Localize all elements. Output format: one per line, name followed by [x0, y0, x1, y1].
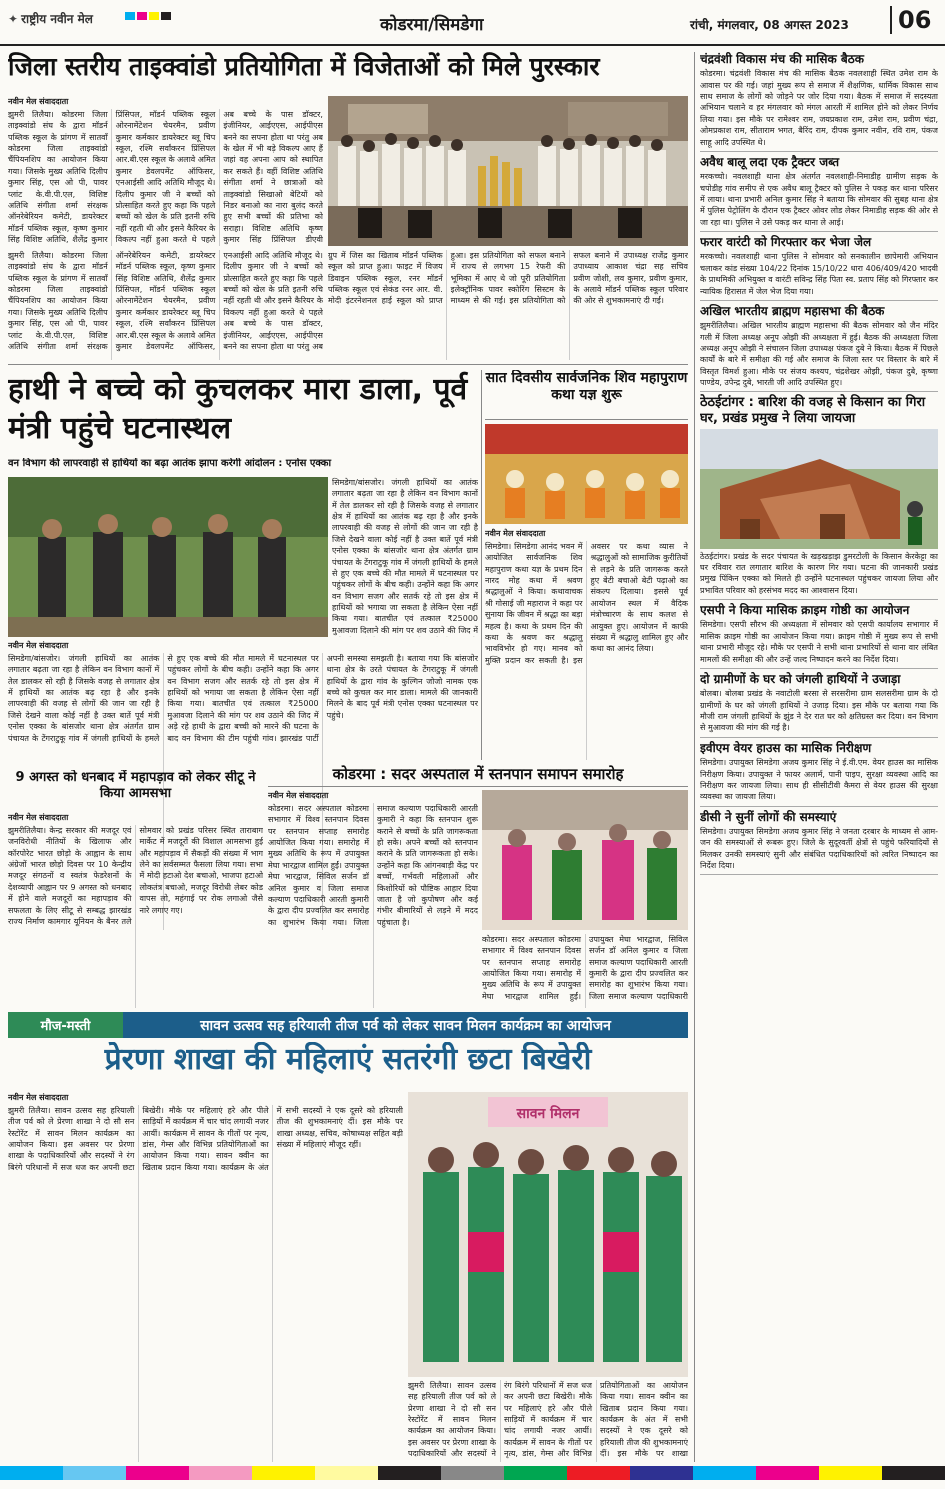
sidebar-item-head: अवैध बालू लदा एक ट्रैक्टर जब्त	[700, 154, 840, 169]
sidebar-item-head: एसपी ने किया मासिक क्राइम गोष्ठी का आयोजन	[700, 603, 910, 618]
page-number: 06	[890, 6, 931, 34]
sidebar-item	[700, 741, 938, 807]
color-bars	[125, 12, 171, 20]
story1-headline-box	[8, 52, 688, 92]
sidebar-item	[700, 304, 938, 393]
sidebar-item-head: अखिल भारतीय ब्राह्मण महासभा की बैठक	[700, 303, 885, 318]
color-swatch	[125, 12, 135, 20]
story2-side-text	[332, 477, 478, 637]
sidebar-item-body: सिमडेगा। उपायुक्त सिमडेगा अजय कुमार सिंह ने ई.वी.एम. वेयर हाउस का मासिक निरीक्षण किया। उपायुक्त ने फायर अलार्म, पानी पाइप, सुरक्षा व्यवस्था आदि का निरीक्षण कर जायजा लिया। साथ ही सीसीटीवी कैमरा से वेयर हाउस की सुरक्षा व्यवस्था का जायजा लिया।	[700, 758, 938, 802]
sidebar-item-head: इवीएम वेयर हाउस का मासिक निरीक्षण	[700, 740, 872, 755]
color-swatch	[0, 1466, 63, 1480]
sidebar-divider	[694, 52, 695, 1462]
newspaper-logo	[8, 10, 93, 27]
color-swatch	[189, 1466, 252, 1480]
sidebar-item	[700, 52, 938, 152]
color-swatch	[756, 1466, 819, 1480]
sidebar-item-body: मरकच्चो। नवलशाही थाना पुलिस ने सोमवार को सनकालीन छापेमारी अभियान चलाकर कांड संख्या 104/22 दिनांक 15/10/22 धारा 406/409/420 भादवी के प्राथमिकी अभियुक्त व वारंटी सविन्द्र सिंह पिता स्व. प्रताप सिंह को गिरफ्तार कर न्यायिक हिरासत में जेल भेज दिया गया।	[700, 252, 938, 296]
story4-headline-box	[8, 770, 263, 810]
story3-headline: सात दिवसीय सार्वजनिक शिव महापुराण कथा यज्ञ शुरू	[485, 370, 688, 404]
sidebar-item	[700, 155, 938, 232]
story2-byline: नवीन मेल संवाददाता	[8, 641, 69, 650]
story2-headline: हाथी ने बच्चे को कुचलकर मारा डाला, पूर्व मंत्री पहुंचे घटनास्थल	[8, 372, 468, 446]
story2-text-side: सिमडेगा/बांसजोर। जंगली हाथियों का आतंक लगातार बढ़ता जा रहा है लेकिन वन विभाग कानों में तेल डालकर सो रही है जिसके वजह से लगातार क्षेत्र में हाथियों का आतंक बढ़ रहा है और इनके लापरवाही की वजह से लोगों की जान जा रही है जिसे देखने वाला कोई नहीं है उक्त बातें पूर्व मंत्री एनोस एक्का के बांसजोर थाना क्षेत्र अंतर्गत ग्राम पंचायत के टेंगराटुकू गांव में जंगली हाथियों के हमले से हुए एक बच्चे की मौत मामले में घटनास्थल पर पहुंचकर लोगों के बीच कही। उन्होंने कहा कि अगर वन विभाग सजग और सतर्क रहे तो इस क्षेत्र में हाथियों को भगाया जा सकता है लेकिन ऐसा नहीं किया गया। बातचीत एवं तत्काल ₹25000 मुआवजा दिलाने की मांग पर शव उठाने की जिद में	[332, 478, 478, 635]
story4-text: झुमरीतिलैया। केन्द्र सरकार की मजदूर एवं जनविरोधी नीतियों के खिलाफ और कॉरपोरेट भारत छोड़ो के आह्वान के साथ अंग्रेजों भारत छोड़ो दिवस पर 10 केन्द्रीय मजदूर संगठनों व स्वतंत्र फेडरेशनों के देशव्यापी आह्वान पर 9 अगस्त को धनबाद में होने वाले मजदूरों का महापड़ाव की सफलता के लिए सीटू से सम्बद्ध झारखंड राज्य निर्माण कामगार यूनियन के बैनर तले सोमवार को प्रखंड परिसर स्थित ताराबाग मार्केट में मजदूरों की विशाल आमसभा हुई और महापड़ाव में सैकड़ों की संख्या में भाग लेने का सर्वसम्मत फैसला लिया गया। सभा में मोदी हटाओ देश बचाओ, भाजपा हटाओ लोकतंत्र बचाओ, मजदूर विरोधी लेबर कोड वापस लो, महंगाई पर रोक लगाओ जैसे नारे लगाए गए।	[8, 826, 263, 926]
story5-body	[268, 790, 478, 1008]
color-swatch	[161, 12, 171, 20]
color-swatch	[378, 1466, 441, 1480]
story5-continuation	[482, 934, 688, 1008]
sidebar-item	[700, 672, 938, 738]
story1-byline: नवीन मेल संवाददाता	[8, 97, 69, 106]
story1-continuation	[328, 250, 688, 360]
color-swatch	[137, 12, 147, 20]
color-swatch	[882, 1466, 945, 1480]
color-swatch	[252, 1466, 315, 1480]
mauj-text: झुमरी तिलैया। सावन उत्सव सह हरियाली तीज पर्व को ले प्रेरणा शाखा ने दो सौ सन रेस्टोरेंट में सावन मिलन कार्यक्रम का आयोजन किया। इस अवसर पर प्रेरणा शाखा के पदाधिकारियों और सदस्यों ने रंग बिरंगे परिधानों में सज धज कर अपनी छटा बिखेरी। मौके पर महिलाएं हरे और पीले साड़ियों में कार्यक्रम में चार चांद लगायी नजर आयीं। कार्यक्रम में सावन के गीतों पर नृत्य, डांस, गेम्स और विभिन्न प्रतियोगिताओं का आयोजन किया गया। सावन क्वीन का खिताब प्रदान किया गया। कार्यक्रम के अंत में सभी सदस्यों ने एक दूसरे को हरियाली तीज की शुभकामनाएं दीं। इस मौके पर शाखा अध्यक्ष, सचिव, कोषाध्यक्ष सहित बड़ी संख्या में महिलाएं मौजूद रहीं।	[8, 1106, 403, 1172]
right-sidebar	[700, 52, 938, 1462]
elephant-incident-photo	[8, 477, 328, 637]
mauj-continuation	[408, 1380, 688, 1462]
story1-continued-body	[8, 250, 323, 360]
story4-byline: नवीन मेल संवाददाता	[8, 813, 69, 822]
color-swatch	[567, 1466, 630, 1480]
sidebar-item-body: ठेठईटांगर। प्रखंड के सदर पंचायत के खड़खड़ाझ डुमरटोली के किसान केरकेट्टा का घर रविवार रात लगातार बारिश के कारण गिर गया। घटना की जानकारी प्रखंड प्रमुख पिंकिन एक्का को मिलते ही उन्होंने घटनास्थल पहुंचकर जायजा लिया और प्रभावित परिवार को हरसंभव मदद का आश्वासन दिया।	[700, 551, 938, 595]
story3-headline-box	[485, 370, 688, 420]
mauj-masti-tag: मौज-मस्ती	[8, 1012, 123, 1038]
story3-byline: नवीन मेल संवाददाता	[485, 529, 546, 538]
story5-text: कोडरमा। सदर अस्पताल कोडरमा सभागार में विश्व स्तनपान दिवस पर स्तनपान सप्ताह समारोह आयोजित किया गया। समारोह में मुख्य अतिथि के रूप में उपायुक्त मेघा भारद्वाज शामिल हुईं। उपायुक्त मेघा भारद्वाज, सिविल सर्जन डॉ अनिल कुमार व जिला समाज कल्याण पदाधिकारी आरती कुमारी के द्वारा दीप प्रज्वलित कर समारोह का शुभारंभ किया गया। जिला समाज कल्याण पदाधिकारी आरती कुमारी ने कहा कि स्तनपान शुरू कराने से बच्चों के प्रति जागरूकता हो सके। अपने बच्चों को स्तनपान कराने के प्रति जागरूकता हो सके। उन्होंने कहा कि आंगनबाड़ी केंद्र पर बच्चों, गर्भवती महिलाओं और किशोरियों को पौष्टिक आहार दिया जाता है जो कुपोषण और कई गंभीर बीमारियों से लड़ने में मदद पहुंचाता है।	[268, 804, 478, 927]
sidebar-item	[700, 395, 938, 600]
story4-headline: 9 अगस्त को धनबाद में महापड़ाव को लेकर सीटू ने किया आमसभा	[15, 770, 256, 801]
sidebar-item-body: सिमडेगा। एसपी सौरभ की अध्यक्षता में सोमवार को एसपी कार्यालय सभागार में मासिक क्राइम गोष्ठी का आयोजन किया गया। क्राइम गोष्ठी में मुख्य रूप से सभी थाना प्रभारी मौजूद रहे। मौके पर एसपी ने सभी थाना प्रभारियों से थाना वार लंबित मामलों की समीक्षा की और उन्हें जल्द निष्पादन करने का निर्देश दिया।	[700, 620, 938, 664]
sidebar-item-body: कोडरमा। चंद्रवंशी विकास मंच की मासिक बैठक नवलशाही स्थित उमेश राम के आवास पर की गई। जहां मुख्य रूप से समाज में शैक्षणिक, धार्मिक विकास साथ साथ समाज के लोगों को जोड़ने पर जोर दिया गया। बैठक में समाज में सदस्यता अभियान चलाने व हर मंगलवार को मंगल आरती में शामिल होने को लेकर निर्णय लिया गया। इस मौके पर रामेश्वर राम, जयप्रकाश राम, उमेश राम, प्रवीण चंद्रा, ओमप्रकाश राम, सीताराम भगत, बैरिंद राम, दीपक कुमार नवीन, रवि राम, पंकज साहू आदि उपस्थित थे।	[700, 69, 938, 147]
story2-subhead: वन विभाग की लापरवाही से हाथियों का बढ़ा आतंक झापा करेगी आंदोलन : एनोस एक्का	[8, 458, 332, 469]
story5-headline-box	[268, 765, 688, 787]
story4-body	[8, 812, 263, 1008]
color-swatch	[126, 1466, 189, 1480]
sidebar-item-head: फरार वारंटी को गिरफ्तार कर भेजा जेल	[700, 235, 872, 250]
sidebar-item-head: डीसी ने सुनीं लोगों की समस्याएं	[700, 809, 837, 824]
sidebar-item-body: सिमडेगा। उपायुक्त सिमडेगा अजय कुमार सिंह ने जनता दरबार के माध्यम से आम-जन की समस्याओं से रूबरू हुए। जिले के सुदूरवर्ती क्षेत्रों से पहुंचे फरियादियों से मिलकर उनकी समस्याएं सुनी और संबंधित पदाधिकारियों को त्वरित निष्पादन का निर्देश दिया।	[700, 826, 938, 871]
story1-text-continued: झुमरी तिलैया। कोडरमा जिला ताइक्वांडो संघ के द्वारा मॉडर्न पब्लिक स्कूल के प्रांगण में सातवाँ कोडरमा जिला ताइक्वांडो चैंपियनशिप का आयोजन किया गया। जिसके मुख्य अतिथि दिलीप कुमार सिंह, एस ओ पी, पावर प्लांट के.वी.पी.एल, विशिष्ट अतिथि संगीता शर्मा संरक्षक ऑनरेबेरियन कमेटी, डायरेक्टर मॉडर्न पब्लिक स्कूल, कृष्ण कुमार सिंह विशिष्ट अतिथि, शैलेंद्र कुमार प्रिंसिपल, मॉडर्न पब्लिक स्कूल ओरनामेंटेशन चेयरमैन, प्रवीण कुमार कर्मकार डायरेक्टर ब्लू चिप स्कूल, रश्मि सर्वांकरन प्रिंसिपल आर.बी.एस स्कूल के अलावे अमित कुमार डेवलपमेंट ऑफिसर, एनआईसी आदि अतिथि मौजूद थे। दिलीप कुमार जी ने बच्चों को प्रोत्साहित करते हुए कहा कि पहले बच्चों को खेल के प्रति इतनी रुचि नहीं रहती थी और इसने कैरियर के विकल्प नहीं हुआ करते थे पहले अब बच्चे के पास डॉक्टर, इंजीनियर, आईएएस, आईपीएस बनने का सपना होता था परंतु अब	[8, 251, 323, 351]
mauj-headline: प्रेरणा शाखा की महिलाएं सतरंगी छटा बिखेरी	[104, 1042, 592, 1077]
mauj-body	[8, 1092, 403, 1462]
color-swatch	[504, 1466, 567, 1480]
color-swatch	[819, 1466, 882, 1480]
color-swatch	[441, 1466, 504, 1480]
sidebar-item	[700, 603, 938, 669]
story5-text-continued: कोडरमा। सदर अस्पताल कोडरमा सभागार में विश्व स्तनपान दिवस पर स्तनपान सप्ताह समारोह आयोजित किया गया। समारोह में मुख्य अतिथि के रूप में उपायुक्त मेघा भारद्वाज शामिल हुईं। उपायुक्त मेघा भारद्वाज, सिविल सर्जन डॉ अनिल कुमार व जिला समाज कल्याण पदाधिकारी आरती कुमारी के द्वारा दीप प्रज्वलित कर समारोह का शुभारंभ किया गया। जिला समाज कल्याण पदाधिकारी	[482, 935, 688, 1001]
sidebar-item-head: दो ग्रामीणों के घर को जंगली हाथियों ने उजाड़ा	[700, 671, 901, 686]
divider	[8, 364, 688, 365]
taekwondo-photo	[328, 96, 688, 246]
divider	[481, 370, 482, 760]
saawan-banner-text: सावन मिलन	[516, 1106, 580, 1122]
color-swatch	[315, 1466, 378, 1480]
mauj-text-continued: झुमरी तिलैया। सावन उत्सव सह हरियाली तीज पर्व को ले प्रेरणा शाखा ने दो सौ सन रेस्टोरेंट में सावन मिलन कार्यक्रम का आयोजन किया। इस अवसर पर प्रेरणा शाखा के पदाधिकारियों और सदस्यों ने रंग बिरंगे परिधानों में सज धज कर अपनी छटा बिखेरी। मौके पर महिलाएं हरे और पीले साड़ियों में कार्यक्रम में चार चांद लगायी नजर आयीं। कार्यक्रम में सावन के गीतों पर नृत्य, डांस, गेम्स और विभिन्न प्रतियोगिताओं का आयोजन किया गया। सावन क्वीन का खिताब प्रदान किया गया। कार्यक्रम के अंत में सभी सदस्यों ने एक दूसरे को हरियाली तीज की शुभकामनाएं दीं। इस मौके पर शाखा	[408, 1381, 688, 1459]
mauj-banner: सावन उत्सव सह हरियाली तीज पर्व को लेकर सावन मिलन कार्यक्रम का आयोजन	[123, 1012, 688, 1038]
bird-icon: ✦	[8, 11, 19, 26]
color-swatch	[630, 1466, 693, 1480]
sidebar-item	[700, 235, 938, 301]
story5-byline: नवीन मेल संवाददाता	[268, 791, 329, 800]
collapsed-house-photo	[700, 429, 938, 549]
story1-rightcol: ग्रुप में जिस का खिताब मॉडर्न पब्लिक स्कूल को प्राप्त हुआ। फाइट में विजय डिवाइन पब्लिक स्कूल, रनर मॉडर्न पब्लिक स्कूल एवं सेकंड रनर आर. वी. मोदी इंटरनेशनल हाई स्कूल को प्राप्त हुआ। इस प्रतियोगिता को सफल बनाने में राज्य से लगभग 15 रेफरी की भूमिका में आए थे जो पूरी प्रतियोगिता इलेक्ट्रॉनिक पावर स्कोरिंग सिस्टम के माध्यम से की गई। इस प्रतियोगिता को सफल बनाने में उपाध्यक्ष राजेंद्र कुमार उपाध्याय आकाश चंद्रा सह सचिव प्रवीण जोशी, लव कुमार, प्रवीण कुमार, के अलावे मॉडर्न पब्लिक स्कूल परिवार की ओर से शुभकामनाएं दी गई।	[328, 251, 688, 306]
dateline: रांची, मंगलवार, 08 अगस्त 2023	[690, 18, 849, 32]
story1-headline: जिला स्तरीय ताइक्वांडो प्रतियोगिता में विजेताओं को मिले पुरस्कार	[8, 52, 600, 81]
sidebar-item-head: ठेठईटांगर : बारिश की वजह से किसान का गिरा घर, प्रखंड प्रमुख ने लिया जायजा	[700, 395, 926, 427]
story1-body	[8, 96, 323, 246]
logo-text: राष्ट्रीय नवीन मेल	[21, 12, 93, 26]
story3-text: सिमडेगा। सिमडेगा आनंद भवन में आयोजित सार्वजनिक शिव महापुराण कथा यज्ञ के प्रथम दिन नारद मोह कथा में श्रवण श्रद्धालुओं ने किया। कथावाचक श्री गोसाई जी महाराज ने कहा पर सुनाया कि जीवन में श्रद्धा का बड़ा महत्व है। कथा के प्रथम दिन की कथा के श्रवण कर श्रद्धालु भावविभोर हो गए। मानव को मुक्ति प्रदान कर सकती है। इस अवसर पर कथा व्यास ने श्रद्धालुओं को सामाजिक कुरीतियों से लड़ने के प्रति जागरूक करते हुए बेटी बचाओ बेटी पढ़ाओ का संकल्प दिलाया। इससे पूर्व आयोजन स्थल में वैदिक मंत्रोच्चारण के साथ कलश से आयुक्त हुए। आयोजन में काफी संख्या में श्रद्धालु शामिल हुए और कथा का आनंद लिया।	[485, 542, 688, 665]
footer-color-strip	[0, 1466, 945, 1480]
sidebar-item-body: झुमरीतिलैया। अखिल भारतीय ब्राह्मण महासभा की बैठक सोमवार को जैन मंदिर गली में जिला अध्यक्ष अनूप ओझी की अध्यक्षता में हुई। बैठक की अध्यक्षता जिला अध्यक्ष अनूप ओझी ने संचालन जिला उपाध्यक्ष पंकज दुबे ने किया। बैठक में पिछले कार्यों के बारे में समीक्षा की गई और समाज के जिला स्तर पर विस्तार के बारे में विस्तृत विमर्श हुआ। मौके पर संजय कश्यप, चंद्रशेखर ओझी, पंकज दुबे, कृष्णा पाण्डेय, उपेन्द्र दुबे, भारती जी आदि उपस्थित हुए।	[700, 321, 938, 388]
saawan-milan-photo	[408, 1092, 688, 1377]
mauj-headline-box	[8, 1042, 688, 1088]
story2-subhead-box	[8, 458, 478, 474]
section-title: कोडरमा/सिमडेगा	[380, 15, 484, 35]
mahapuran-photo	[485, 424, 688, 524]
color-swatch	[693, 1466, 756, 1480]
story3-body	[485, 528, 688, 760]
sidebar-item-head: चंद्रवंशी विकास मंच की मासिक बैठक	[700, 52, 864, 66]
mauj-byline: नवीन मेल संवाददाता	[8, 1093, 69, 1102]
masthead	[0, 0, 945, 46]
sidebar-item-body: बोलबा। बोलबा प्रखंड के नवाटोली बरसा से सरसरीमा ग्राम सलसरीमा ग्राम के दो ग्रामीणों के घर को जंगली हाथियों ने उजाड़ दिया। इस मौके पर बताया गया कि मौजी राम जंगली हाथियों के झुंड ने देर रात घर को क्षतिग्रस्त कर दिया। वन विभाग से मुआवजा की मांग की गई है।	[700, 689, 938, 733]
sidebar-item-body: मरकच्चो। नवलशाही थाना क्षेत्र अंतर्गत नवलशाही-निमाडीह ग्रामीण सड़क के चपोडीह गांव समीप से एक अवैध बालू ट्रैक्टर को पुलिस ने पकड़ कर थाना परिसर में लाया। थाना प्रभारी अनिल कुमार सिंह ने बताया कि सोमवार की सुबह थाना क्षेत्र में पुलिस पेट्रोलिंग के दौरान एक ट्रैक्टर ओवर लोड लेकर निमाडीह सड़क की ओर से जा रहा था। पुलिस ने उसे पकड़ कर थाना ले आई।	[700, 172, 938, 227]
color-swatch	[63, 1466, 126, 1480]
sidebar-item	[700, 810, 938, 876]
story5-headline: कोडरमा : सदर अस्पताल में स्तनपान समापन समारोह	[332, 765, 624, 783]
breastfeeding-event-photo	[482, 790, 688, 930]
story2-text: सिमडेगा/बांसजोर। जंगली हाथियों का आतंक लगातार बढ़ता जा रहा है लेकिन वन विभाग कानों में तेल डालकर सो रही है जिसके वजह से लगातार क्षेत्र में हाथियों का आतंक बढ़ रहा है और इनके लापरवाही की वजह से लोगों की जान जा रही है जिसे देखने वाला कोई नहीं है उक्त बातें पूर्व मंत्री एनोस एक्का के बांसजोर थाना क्षेत्र अंतर्गत ग्राम पंचायत के टेंगराटुकू गांव में जंगली हाथियों के हमले से हुए एक बच्चे की मौत मामले में घटनास्थल पर पहुंचकर लोगों के बीच कही। उन्होंने कहा कि अगर वन विभाग सजग और सतर्क रहे तो इस क्षेत्र में हाथियों को भगाया जा सकता है लेकिन ऐसा नहीं किया गया। बातचीत एवं तत्काल ₹25000 मुआवजा दिलाने की मांग पर शव उठाने की जिद में अड़े रहे हाथी के द्वारा बच्ची को मारने की घटना के बाद वन विभाग की टीम पहुंची गांव। झारखंड पार्टी अपनी समस्या समझती है। बताया गया कि बांसजोर थाना क्षेत्र के उरते पंचायत के टेंगराटुकू में जंगली हाथियों के द्वारा गांव के कुल्गिन जोजो नामक एक बच्चे को कुचल कर मार डाला। मामले की जानकारी मिलने के बाद पूर्व मंत्री एनोस एक्का घटनास्थल पर पहुंचे।	[8, 654, 478, 743]
story2-headline-box	[8, 370, 478, 456]
story1-text: झुमरी तिलैया। कोडरमा जिला ताइक्वांडो संघ के द्वारा मॉडर्न पब्लिक स्कूल के प्रांगण में सातवाँ कोडरमा जिला ताइक्वांडो चैंपियनशिप का आयोजन किया गया। जिसके मुख्य अतिथि दिलीप कुमार सिंह, एस ओ पी, पावर प्लांट के.वी.पी.एल, विशिष्ट अतिथि संगीता शर्मा संरक्षक ऑनरेबेरियन कमेटी, डायरेक्टर मॉडर्न पब्लिक स्कूल, कृष्ण कुमार सिंह विशिष्ट अतिथि, शैलेंद्र कुमार प्रिंसिपल, मॉडर्न पब्लिक स्कूल ओरनामेंटेशन चेयरमैन, प्रवीण कुमार कर्मकार डायरेक्टर ब्लू चिप स्कूल, रश्मि सर्वांकरन प्रिंसिपल आर.बी.एस स्कूल के अलावे अमित कुमार डेवलपमेंट ऑफिसर, एनआईसी आदि अतिथि मौजूद थे। दिलीप कुमार जी ने बच्चों को प्रोत्साहित करते हुए कहा कि पहले बच्चों को खेल के प्रति इतनी रुचि नहीं रहती थी और इसने कैरियर के विकल्प नहीं हुआ करते थे पहले अब बच्चे के पास डॉक्टर, इंजीनियर, आईएएस, आईपीएस बनने का सपना होता था परंतु अब के खेल में भी बड़े विकल्प आए हैं जहां वह अपना आप को स्थापित कर सकते हैं। वहीं विशिष्ट अतिथि संगीता शर्मा ने छात्राओं को ताइक्वांडो सिखाओ बेटियों को निडर बनाओ का नारा बुलंद करते हुए सभी बच्चों की प्रतिभा को सराहा। विशिष्ट अतिथि कृष्ण कुमार सिंह प्रिंसिपल डीएवी	[8, 110, 323, 244]
color-swatch	[149, 12, 159, 20]
